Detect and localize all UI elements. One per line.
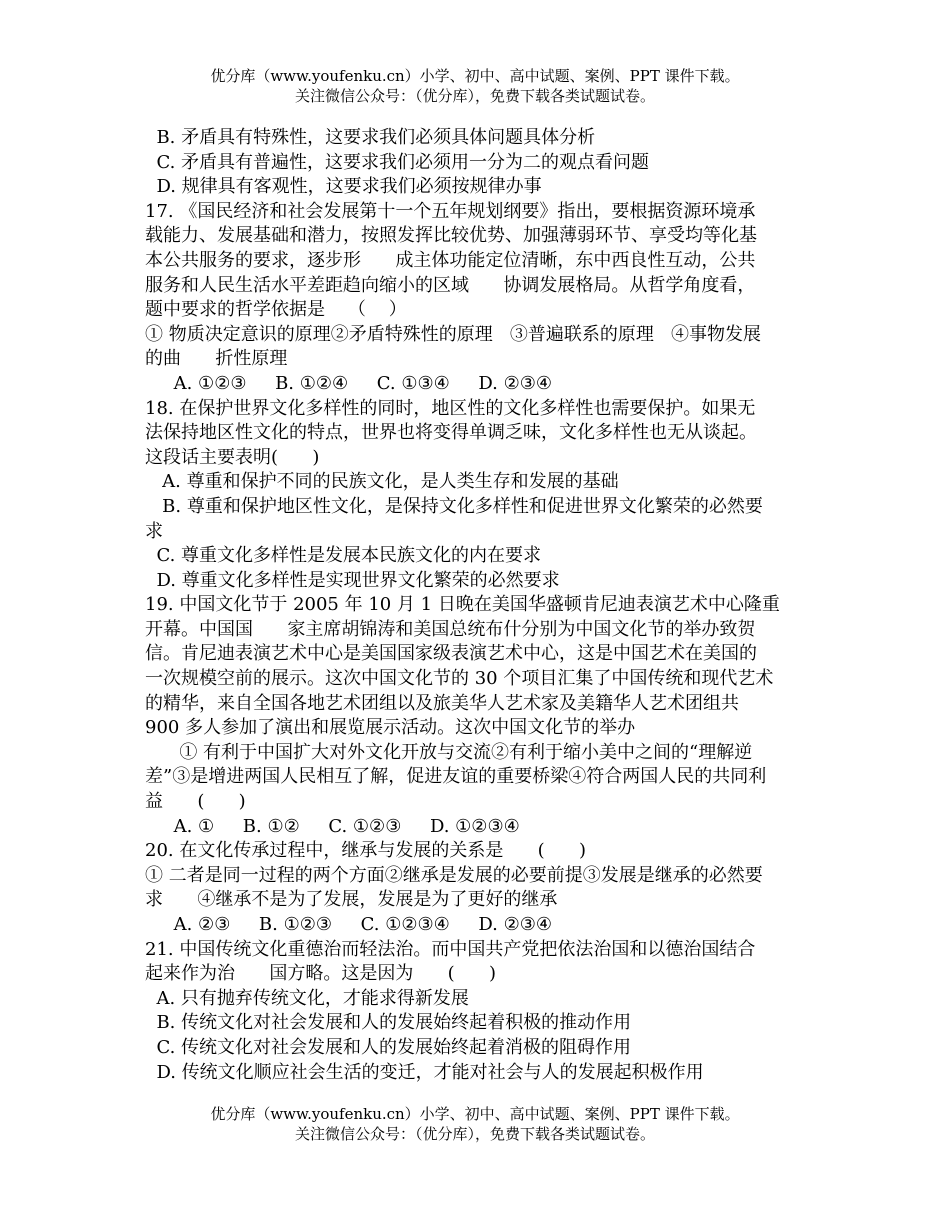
text-line: ① 二者是同一过程的两个方面②继承是发展的必要前提③发展是继承的必然要 (145, 864, 763, 886)
text-line: A. 尊重和保护不同的民族文化，是人类生存和发展的基础 (145, 471, 619, 493)
text-line: ① 物质决定意识的原理②矛盾特殊性的原理 ③普遍联系的原理 ④事物发展 (145, 323, 762, 345)
header-line-1: 优分库（www.youfenku.cn）小学、初中、高中试题、案例、PPT 课件下载。 (210, 67, 740, 85)
text-line: 题中要求的哲学依据是 （ ） (145, 299, 407, 321)
text-line: 的精华，来自全国各地艺术团组以及旅美华人艺术家及美籍华人艺术团组共 (145, 692, 739, 714)
text-line: B. 矛盾具有特殊性，这要求我们必须具体问题具体分析 (145, 127, 596, 148)
document-body (145, 126, 815, 1085)
page-header (0, 66, 950, 106)
text-line: A. ①②③ B. ①②④ C. ①③④ D. ②③④ (145, 372, 552, 394)
text-line: 求 (145, 520, 163, 542)
text-line: 18. 在保护世界文化多样性的同时，地区性的文化多样性也需要保护。如果无 (145, 397, 756, 419)
text-line: 17. 《国民经济和社会发展第十一个五年规划纲要》指出，要根据资源环境承 (145, 200, 756, 222)
text-line: 一次规模空前的展示。这次中国文化节的 30 个项目汇集了中国传统和现代艺术 (145, 668, 774, 690)
text-line: 信。肯尼迪表演艺术中心是美国国家级表演艺术中心，这是中国艺术在美国的 (145, 643, 757, 665)
text-line: B. 尊重和保护地区性文化，是保持文化多样性和促进世界文化繁荣的必然要 (145, 495, 763, 517)
text-line: 21. 中国传统文化重德治而轻法治。而中国共产党把依法治国和以德治国结合 (145, 938, 756, 960)
text-line: C. 矛盾具有普遍性，这要求我们必须用一分为二的观点看问题 (145, 151, 650, 173)
text-line: 载能力、发展基础和潜力，按照发挥比较优势、加强薄弱环节、享受均等化基 (145, 225, 757, 247)
text-line: C. 传统文化对社会发展和人的发展始终起着消极的阻碍作用 (145, 1036, 632, 1058)
text-line: 服务和人民生活水平差距趋向缩小的区域 协调发展格局。从哲学角度看， (145, 274, 756, 296)
text-line: D. 尊重文化多样性是实现世界文化繁荣的必然要求 (145, 569, 560, 591)
text-line: D. 传统文化顺应社会生活的变迁，才能对社会与人的发展起积极作用 (145, 1061, 704, 1083)
header-line-2: 关注微信公众号：（优分库），免费下载各类试题试卷。 (294, 87, 655, 105)
text-line: 20. 在文化传承过程中，继承与发展的关系是 ( ) (145, 840, 587, 862)
text-line: 的曲 折性原理 (145, 348, 288, 370)
page-footer (0, 1104, 950, 1144)
text-line: A. ① B. ①② C. ①②③ D. ①②③④ (145, 815, 520, 837)
text-line: A. 只有抛弃传统文化，才能求得新发展 (145, 987, 469, 1009)
text-line: ① 有利于中国扩大对外文化开放与交流②有利于缩小美中之间的“理解逆 (145, 741, 753, 763)
text-line: 差”③是增进两国人民相互了解，促进友谊的重要桥梁④符合两国人民的共同利 (145, 766, 767, 788)
text-line: A. ②③ B. ①②③ C. ①②③④ D. ②③④ (145, 914, 552, 935)
text-line: 这段话主要表明( ) (145, 446, 320, 468)
text-line: 开幕。中国国 家主席胡锦涛和美国总统布什分别为中国文化节的举办致贺 (145, 618, 756, 640)
text-line: 19. 中国文化节于 2005 年 10 月 1 日晚在美国华盛顿肯尼迪表演艺术中心隆重 (145, 594, 780, 616)
text-line: 起来作为治 国方略。这是因为 ( ) (145, 963, 497, 985)
text-line: D. 规律具有客观性，这要求我们必须按规律办事 (145, 176, 542, 198)
text-line: 法保持地区性文化的特点，世界也将变得单调乏味，文化多样性也无从谈起。 (145, 422, 757, 444)
text-line: C. 尊重文化多样性是发展本民族文化的内在要求 (145, 545, 542, 567)
text-line: 900 多人参加了演出和展览展示活动。这次中国文化节的举办 (145, 717, 636, 739)
footer-line-1: 优分库（www.youfenku.cn）小学、初中、高中试题、案例、PPT 课件下载。 (210, 1105, 740, 1123)
text-line: 本公共服务的要求，逐步形 成主体功能定位清晰，东中西良性互动，公共 (145, 249, 756, 271)
text-line: 求 ④继承不是为了发展，发展是为了更好的继承 (145, 889, 558, 911)
text-line: B. 传统文化对社会发展和人的发展始终起着积极的推动作用 (145, 1012, 632, 1034)
footer-line-2: 关注微信公众号：（优分库），免费下载各类试题试卷。 (294, 1125, 655, 1143)
text-line: 益 ( ) (145, 791, 246, 813)
